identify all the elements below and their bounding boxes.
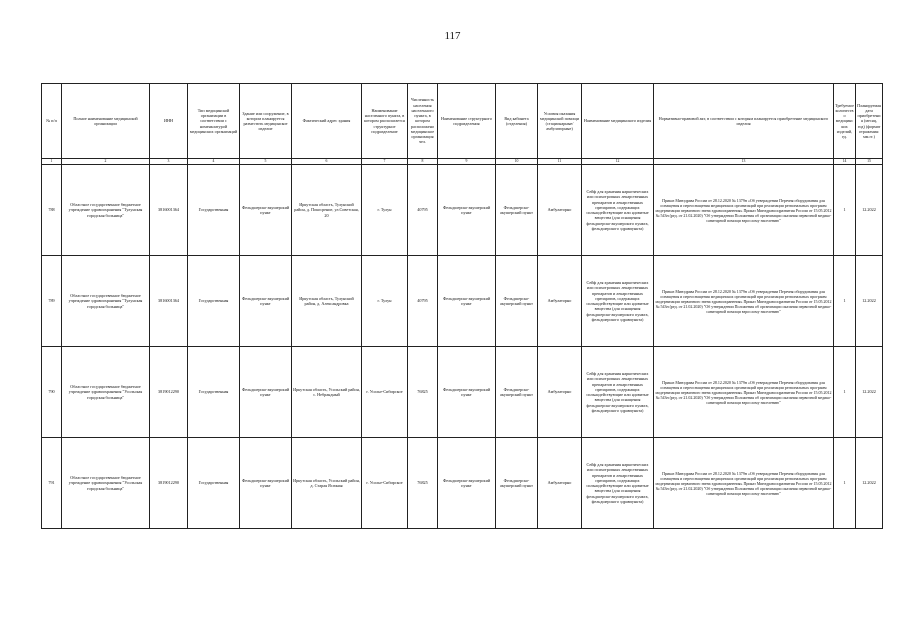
org-name: Областное государственное бюджетное учреждение здравоохранения "Тулунская городская больница" bbox=[62, 165, 150, 256]
quantity: 1 bbox=[834, 256, 856, 347]
col-header-population: Численность населения населенного пункта, в котором расположено медицинское организация чел. bbox=[408, 84, 438, 159]
col-number: 4 bbox=[188, 159, 240, 165]
device: Сейф для хранения наркотических или психотропных лекарственных препаратов и лекарственных препаратов, содержащих сильнодействующие или ядовитые вещества (для оснащения фельдшерско-акушерского пункта, фельдшерского здравпункта) bbox=[582, 438, 654, 529]
device: Сейф для хранения наркотических или психотропных лекарственных препаратов и лекарственных препаратов, содержащих сильнодействующие или ядовитые вещества (для оснащения фельдшерско-акушерского пункта, фельдшерского здравпункта) bbox=[582, 165, 654, 256]
locality: г. Тулун bbox=[362, 256, 408, 347]
address: Иркутская область, Усольский район, с. Небрандный bbox=[292, 347, 362, 438]
org-name: Областное государственное бюджетное учреждение здравоохранения "Усольская городская больница" bbox=[62, 347, 150, 438]
col-number: 9 bbox=[438, 159, 496, 165]
col-number: 2 bbox=[62, 159, 150, 165]
population: 40795 bbox=[408, 256, 438, 347]
col-header-act: Нормативно-правовой акт, в соответствии с которым планируется приобретение медицинского изделия bbox=[654, 84, 834, 159]
legal-act: Приказ Минздрава России от 28.12.2020 № 1379н «Об утверждении Перечня оборудования для оснащения и переоснащения медицинских организаций при реализации региональных программ модернизации первичного звена здравоохранения» Приказ Минздравсоцразвития России от 15.05.2012 № 543н (ред. от 21.02.2020) "Об утверждении Положения об организации оказания первичной медико-санитарной помощи взрослому населению" bbox=[654, 347, 834, 438]
locality: г. Тулун bbox=[362, 165, 408, 256]
row-num: 789 bbox=[42, 256, 62, 347]
quantity: 1 bbox=[834, 165, 856, 256]
unit: Фельдшерско-акушерский пункт bbox=[438, 165, 496, 256]
purchase-date: 12.2022 bbox=[856, 165, 883, 256]
org-type: Государственная bbox=[188, 165, 240, 256]
building: Фельдшерско-акушерский пункт bbox=[240, 347, 292, 438]
col-header-unit: Наименование структурного подразделения bbox=[438, 84, 496, 159]
conditions: Амбулаторно bbox=[538, 165, 582, 256]
cabinet: Фельдшерско-акушерский пункт bbox=[496, 256, 538, 347]
cabinet: Фельдшерско-акушерский пункт bbox=[496, 347, 538, 438]
quantity: 1 bbox=[834, 438, 856, 529]
unit: Фельдшерско-акушерский пункт bbox=[438, 256, 496, 347]
legal-act: Приказ Минздрава России от 28.12.2020 № 1379н «Об утверждении Перечня оборудования для оснащения и переоснащения медицинских организаций при реализации региональных программ модернизации первичного звена здравоохранения» Приказ Минздравсоцразвития России от 15.05.2012 № 543н (ред. от 21.02.2020) "Об утверждении Положения об организации оказания первичной медико-санитарной помощи взрослому населению" bbox=[654, 256, 834, 347]
table-row bbox=[42, 256, 883, 347]
population: 76825 bbox=[408, 438, 438, 529]
unit: Фельдшерско-акушерский пункт bbox=[438, 438, 496, 529]
inn: 3819012290 bbox=[150, 438, 188, 529]
address: Иркутская область, Тулунский район, д. Александровка bbox=[292, 256, 362, 347]
col-header-address: Фактический адрес здания bbox=[292, 84, 362, 159]
col-header-qty: Требуемое количество медицинских изделий, ед. bbox=[834, 84, 856, 159]
org-type: Государственная bbox=[188, 438, 240, 529]
cabinet: Фельдшерско-акушерский пункт bbox=[496, 165, 538, 256]
row-num: 790 bbox=[42, 347, 62, 438]
device: Сейф для хранения наркотических или психотропных лекарственных препаратов и лекарственных препаратов, содержащих сильнодействующие или ядовитые вещества (для оснащения фельдшерско-акушерского пункта, фельдшерского здравпункта) bbox=[582, 347, 654, 438]
inn: 3816001364 bbox=[150, 256, 188, 347]
col-number: 10 bbox=[496, 159, 538, 165]
col-number: 1 bbox=[42, 159, 62, 165]
col-header-date: Планируемая дата приобретения (месяц, год) (формат отражения: мм.гг.) bbox=[856, 84, 883, 159]
col-number: 8 bbox=[408, 159, 438, 165]
col-number: 5 bbox=[240, 159, 292, 165]
col-header-type: Тип медицинской организации в соответствии с номенклатурой медицинских организаций bbox=[188, 84, 240, 159]
conditions: Амбулаторно bbox=[538, 438, 582, 529]
col-number: 15 bbox=[856, 159, 883, 165]
cabinet: Фельдшерско-акушерский пункт bbox=[496, 438, 538, 529]
equipment-table bbox=[41, 83, 883, 529]
col-header-inn: ИНН bbox=[150, 84, 188, 159]
col-header-locality: Наименование населенного пункта, в котором располагается структурное подразделение bbox=[362, 84, 408, 159]
col-number: 12 bbox=[582, 159, 654, 165]
col-header-conditions: Условия оказания медицинской помощи (стационарные/ амбулаторные) bbox=[538, 84, 582, 159]
conditions: Амбулаторно bbox=[538, 347, 582, 438]
row-num: 791 bbox=[42, 438, 62, 529]
quantity: 1 bbox=[834, 347, 856, 438]
locality: г. Усолье-Сибирское bbox=[362, 438, 408, 529]
building: Фельдшерско-акушерский пункт bbox=[240, 165, 292, 256]
col-number: 13 bbox=[654, 159, 834, 165]
col-number: 11 bbox=[538, 159, 582, 165]
device: Сейф для хранения наркотических или психотропных лекарственных препаратов и лекарственных препаратов, содержащих сильнодействующие или ядовитые вещества (для оснащения фельдшерско-акушерского пункта, фельдшерского здравпункта) bbox=[582, 256, 654, 347]
col-header-num: № п/п bbox=[42, 84, 62, 159]
col-header-device: Наименование медицинского изделия bbox=[582, 84, 654, 159]
locality: г. Усолье-Сибирское bbox=[362, 347, 408, 438]
header-row bbox=[42, 84, 883, 159]
purchase-date: 12.2022 bbox=[856, 347, 883, 438]
org-type: Государственная bbox=[188, 256, 240, 347]
page-number: 117 bbox=[444, 30, 461, 42]
population: 40795 bbox=[408, 165, 438, 256]
inn: 3816001364 bbox=[150, 165, 188, 256]
col-header-building: Здание или сооружение, в котором планируется разместить медицинское изделие bbox=[240, 84, 292, 159]
org-name: Областное государственное бюджетное учреждение здравоохранения "Тулунская городская больница" bbox=[62, 256, 150, 347]
col-header-cabinet: Вид кабинета (отделения) bbox=[496, 84, 538, 159]
col-number: 14 bbox=[834, 159, 856, 165]
purchase-date: 12.2022 bbox=[856, 256, 883, 347]
org-type: Государственная bbox=[188, 347, 240, 438]
conditions: Амбулаторно bbox=[538, 256, 582, 347]
table-row bbox=[42, 347, 883, 438]
inn: 3819012290 bbox=[150, 347, 188, 438]
col-number: 6 bbox=[292, 159, 362, 165]
address: Иркутская область, Усольский район, д. Старая Ясачная bbox=[292, 438, 362, 529]
col-number: 3 bbox=[150, 159, 188, 165]
address: Иркутская область, Тулунский район, д. Покосрение, ул.Советская, 20 bbox=[292, 165, 362, 256]
population: 76825 bbox=[408, 347, 438, 438]
col-number: 7 bbox=[362, 159, 408, 165]
legal-act: Приказ Минздрава России от 28.12.2020 № 1379н «Об утверждении Перечня оборудования для оснащения и переоснащения медицинских организаций при реализации региональных программ модернизации первичного звена здравоохранения» Приказ Минздравсоцразвития России от 15.05.2012 № 543н (ред. от 21.02.2020) "Об утверждении Положения об организации оказания первичной медико-санитарной помощи взрослому населению" bbox=[654, 165, 834, 256]
building: Фельдшерско-акушерский пункт bbox=[240, 438, 292, 529]
col-header-org: Полное наименование медицинской организации bbox=[62, 84, 150, 159]
legal-act: Приказ Минздрава России от 28.12.2020 № 1379н «Об утверждении Перечня оборудования для оснащения и переоснащения медицинских организаций при реализации региональных программ модернизации первичного звена здравоохранения» Приказ Минздравсоцразвития России от 15.05.2012 № 543н (ред. от 21.02.2020) "Об утверждении Положения об организации оказания первичной медико-санитарной помощи взрослому населению" bbox=[654, 438, 834, 529]
table-row bbox=[42, 438, 883, 529]
row-num: 788 bbox=[42, 165, 62, 256]
building: Фельдшерско-акушерский пункт bbox=[240, 256, 292, 347]
purchase-date: 12.2022 bbox=[856, 438, 883, 529]
unit: Фельдшерско-акушерский пункт bbox=[438, 347, 496, 438]
table-row bbox=[42, 165, 883, 256]
org-name: Областное государственное бюджетное учреждение здравоохранения "Усольская городская больница" bbox=[62, 438, 150, 529]
